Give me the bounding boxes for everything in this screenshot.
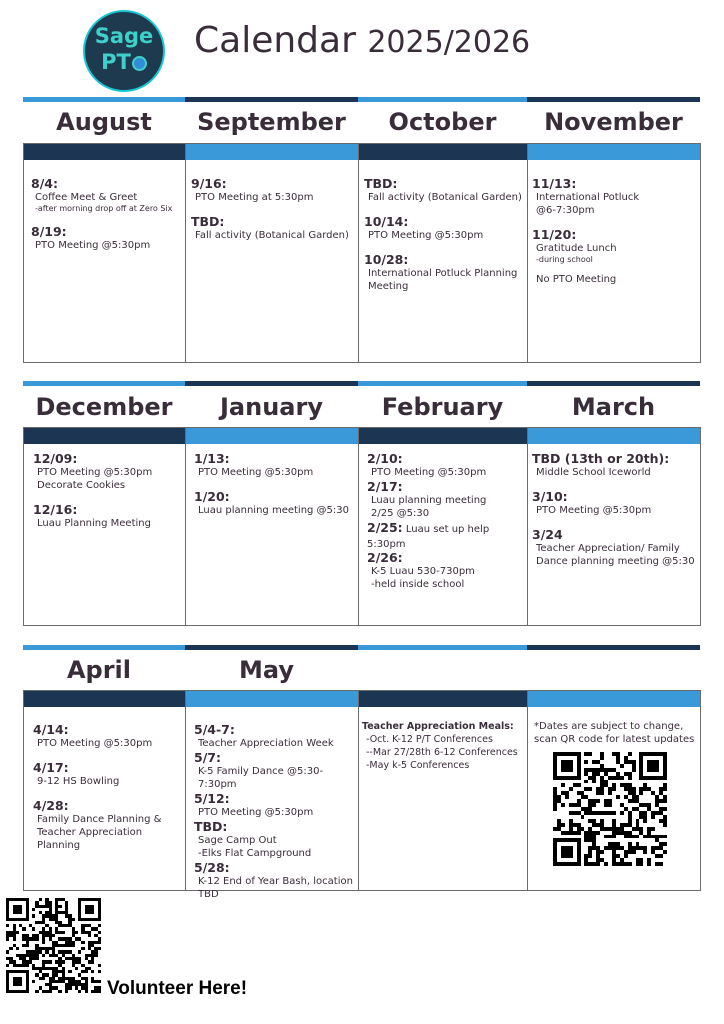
event-date: 8/19: — [31, 224, 67, 239]
event-text: Teacher Appreciation — [37, 827, 143, 838]
event-text: 2/25 @5:30 — [371, 508, 430, 519]
event-date: 4/28: — [33, 798, 69, 813]
event-text: Luau planning meeting — [371, 495, 487, 506]
event-text: Meeting — [368, 281, 409, 292]
meals-heading: Teacher Appreciation Meals: — [362, 721, 514, 732]
volunteer-qr-code[interactable] — [6, 898, 101, 993]
event-text: Family Dance Planning & — [37, 814, 162, 825]
event-date: 5/12: — [194, 791, 230, 806]
month-name: May — [239, 656, 294, 684]
month-name: October — [388, 108, 497, 136]
event-date: 12/16: — [33, 502, 78, 517]
event-text: PTO Meeting @5:30pm — [198, 467, 314, 478]
event-entry — [532, 176, 699, 217]
event-note: -during school — [536, 255, 593, 264]
event-text: K-5 Family Dance @5:30-7:30pm — [198, 766, 324, 790]
meals-item: --Mar 27/28th 6-12 Conferences — [366, 747, 518, 758]
title-year: 2025/2026 — [367, 25, 531, 60]
event-entry — [532, 227, 699, 265]
month-name: January — [220, 393, 323, 421]
event-date: 1/13: — [194, 451, 230, 466]
event-text: PTO Meeting @5:30pm — [371, 467, 487, 478]
month-events — [31, 176, 184, 366]
page-title — [194, 20, 530, 61]
event-entry — [367, 550, 526, 591]
sage-pto-logo — [83, 10, 165, 92]
event-entry — [364, 176, 526, 204]
event-text: Planning — [37, 840, 81, 851]
event-entry — [33, 722, 184, 750]
event-text: @6-7:30pm — [536, 205, 595, 216]
event-text: PTO Meeting @5:30pm — [37, 467, 153, 478]
event-date: 10/28: — [364, 252, 409, 267]
event-text: K-12 End of Year Bash, location — [198, 876, 353, 887]
event-text: -Elks Flat Campground — [198, 848, 312, 859]
event-date: 1/20: — [194, 489, 230, 504]
logo-line-2-text: PT — [101, 50, 131, 74]
event-entry — [367, 520, 526, 550]
event-entry — [194, 722, 357, 750]
event-date: TBD: — [191, 214, 225, 229]
event-text: Dance planning meeting @5:30 — [536, 556, 695, 567]
event-entry — [33, 451, 184, 492]
event-date: 12/09: — [33, 451, 78, 466]
event-entry — [31, 176, 184, 214]
event-text: Gratitude Lunch — [536, 243, 617, 254]
event-text: Teacher Appreciation/ Family — [536, 543, 680, 554]
event-text: PTO Meeting @5:30pm — [536, 505, 652, 516]
event-text: Middle School Iceworld — [536, 467, 651, 478]
event-text: 9-12 HS Bowling — [37, 776, 120, 787]
event-text: Luau planning meeting @5:30 — [198, 505, 350, 516]
top-stripe — [23, 645, 185, 650]
event-text: Teacher Appreciation Week — [198, 738, 334, 749]
logo-line-1: Sage — [94, 24, 154, 48]
event-inline-text: Luau set up help 5:30pm — [367, 524, 490, 550]
top-stripe — [23, 381, 185, 386]
event-entry — [191, 214, 357, 242]
month-name: December — [35, 393, 173, 421]
event-entry — [194, 451, 357, 479]
month-name: March — [571, 393, 656, 421]
top-stripe — [527, 645, 700, 650]
event-text: PTO Meeting @5:30pm — [37, 738, 153, 749]
event-date: 8/4: — [31, 176, 58, 191]
event-entry — [364, 252, 526, 293]
qr-module — [98, 990, 101, 993]
event-entry — [532, 527, 699, 568]
month-events — [33, 722, 184, 893]
month-events — [33, 451, 184, 620]
event-entry — [532, 489, 699, 517]
meals-item: -Oct. K-12 P/T Conferences — [366, 734, 493, 745]
meals-item: -May k-5 Conferences — [366, 760, 470, 771]
event-entry — [31, 224, 184, 252]
event-note: -after morning drop off at Zero Six — [35, 204, 173, 213]
month-events — [532, 451, 699, 620]
event-entry — [33, 502, 184, 530]
top-stripe — [527, 97, 700, 102]
qr-module — [663, 862, 667, 866]
event-entry — [532, 451, 699, 479]
event-text: K-5 Luau 530-730pm — [371, 566, 475, 577]
globe-icon — [132, 56, 147, 71]
top-stripe — [23, 97, 185, 102]
event-date: 5/28: — [194, 860, 230, 875]
top-stripe — [358, 645, 527, 650]
meals-column — [362, 720, 527, 880]
month-name: April — [66, 656, 132, 684]
event-date: 3/10: — [532, 489, 568, 504]
event-text: No PTO Meeting — [536, 274, 617, 285]
event-date: 3/24 — [532, 527, 563, 542]
event-date: 11/13: — [532, 176, 577, 191]
event-date: TBD: — [364, 176, 398, 191]
month-name: September — [197, 108, 346, 136]
event-text: Fall activity (Botanical Garden) — [368, 192, 522, 203]
event-date: 5/4-7: — [194, 722, 235, 737]
volunteer-label: Volunteer Here! — [107, 978, 248, 999]
event-text: PTO Meeting @5:30pm — [35, 240, 151, 251]
month-events — [532, 176, 699, 366]
top-stripe — [185, 97, 358, 102]
month-name: August — [56, 108, 152, 136]
note-line-2: scan QR code for latest updates — [534, 734, 695, 745]
event-entry — [191, 176, 357, 204]
event-entry — [194, 750, 357, 791]
month-events — [364, 176, 526, 366]
top-stripe — [358, 381, 527, 386]
event-date: 9/16: — [191, 176, 227, 191]
event-text: Sage Camp Out — [198, 835, 277, 846]
event-date: TBD: — [194, 819, 228, 834]
event-date: 2/10: — [367, 451, 403, 466]
event-date: 5/7: — [194, 750, 221, 765]
event-date: 2/26: — [367, 550, 403, 565]
event-text: PTO Meeting @5:30pm — [198, 807, 314, 818]
month-name: November — [544, 108, 683, 136]
dates-note — [534, 720, 700, 750]
event-date: 11/20: — [532, 227, 577, 242]
event-entry — [367, 451, 526, 479]
month-events — [191, 176, 357, 366]
event-entry — [532, 273, 699, 286]
qr-code[interactable] — [553, 752, 667, 866]
top-stripe — [185, 645, 358, 650]
event-entry — [194, 819, 357, 860]
event-text: International Potluck Planning — [368, 268, 518, 279]
event-entry — [33, 760, 184, 788]
event-text: Coffee Meet & Greet — [35, 192, 138, 203]
event-text: TBD — [198, 889, 219, 900]
note-line-1: *Dates are subject to change, — [534, 721, 684, 732]
event-text: -held inside school — [371, 579, 465, 590]
month-events — [367, 451, 526, 620]
event-text: Decorate Cookies — [37, 480, 126, 491]
event-entry — [364, 214, 526, 242]
event-entry — [33, 798, 184, 852]
event-text: PTO Meeting at 5:30pm — [195, 192, 314, 203]
event-entry — [367, 479, 526, 520]
event-entry — [194, 489, 357, 517]
event-text: Luau Planning Meeting — [37, 518, 151, 529]
event-date: 10/14: — [364, 214, 409, 229]
event-date: 2/25: Luau set up help 5:30pm — [367, 520, 490, 550]
event-text: PTO Meeting @5:30pm — [368, 230, 484, 241]
event-date: 4/17: — [33, 760, 69, 775]
month-name: February — [381, 393, 504, 421]
top-stripe — [358, 97, 527, 102]
month-events — [194, 722, 357, 900]
event-date: 4/14: — [33, 722, 69, 737]
event-entry — [194, 791, 357, 819]
event-text: International Potluck — [536, 192, 640, 203]
event-text: Fall activity (Botanical Garden) — [195, 230, 349, 241]
title-main: Calendar — [194, 20, 356, 61]
event-date: 2/17: — [367, 479, 403, 494]
event-date: TBD (13th or 20th): — [532, 451, 670, 466]
logo-line-2 — [85, 50, 163, 74]
event-entry — [194, 860, 357, 901]
top-stripe — [527, 381, 700, 386]
top-stripe — [185, 381, 358, 386]
month-events — [194, 451, 357, 620]
